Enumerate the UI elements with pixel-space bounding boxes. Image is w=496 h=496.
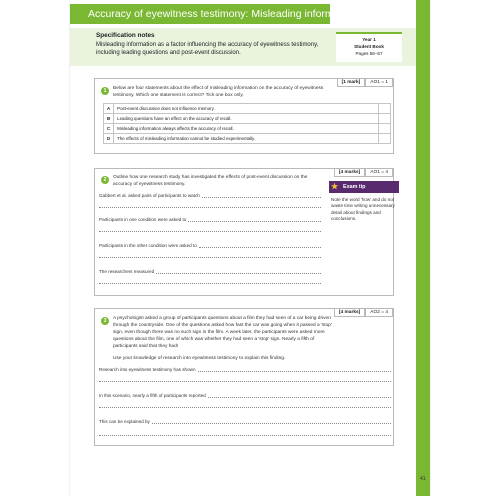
- q1-mark-count: [1 mark]: [337, 78, 366, 87]
- tick-box[interactable]: [379, 114, 391, 124]
- year-label: Year 1: [362, 37, 376, 42]
- q2-number: 2: [101, 176, 109, 184]
- q2-prompt-3: Participants in the other condition were asked to: [99, 243, 197, 248]
- page-number: 41: [420, 476, 426, 482]
- table-row: [104, 104, 391, 114]
- book-label: Student Book: [354, 44, 384, 49]
- table-row: [104, 124, 391, 134]
- pages-label: Pages 56–57: [355, 51, 383, 56]
- option-text: Leading questions have an effect on the accuracy of recall.: [114, 114, 379, 124]
- q1-number: 1: [101, 87, 109, 95]
- answer-line[interactable]: [99, 435, 391, 436]
- exam-tip-text: Note the word 'how' and do not waste time writing unnecessary detail about findings and conclusions.: [331, 197, 395, 222]
- q1-marks: [337, 78, 393, 87]
- option-text: Misleading information always affects the accuracy of recall.: [114, 124, 379, 134]
- answer-line[interactable]: [99, 193, 321, 198]
- page-title: Accuracy of eyewitness testimony: Misleading information: [70, 4, 330, 24]
- q3-ao: AO2 = 4: [365, 308, 393, 317]
- answer-line[interactable]: [99, 207, 321, 208]
- side-color-strip: [416, 0, 430, 496]
- q2-prompt-1: Gabbert et al. asked pairs of participants to watch: [99, 193, 200, 198]
- workbook-page: [70, 0, 430, 496]
- answer-line[interactable]: [99, 269, 321, 274]
- answer-line[interactable]: [99, 407, 391, 408]
- q3-instruction: Use your knowledge of research into eyewitness testimony to explain this finding.: [113, 356, 286, 361]
- answer-line[interactable]: [99, 283, 321, 284]
- q3-mark-count: [4 marks]: [334, 308, 365, 317]
- q2-prompt-4: The researchers measured: [99, 269, 155, 274]
- q3-prompt-1: Research into eyewitness testimony has shown: [99, 367, 196, 372]
- option-letter: C: [104, 124, 114, 134]
- question-1-box: [94, 78, 394, 154]
- q2-ao: AO1 = 4: [365, 168, 393, 177]
- star-icon: ★: [331, 182, 339, 191]
- exam-tip-title: Exam tip: [343, 184, 366, 190]
- student-book-reference: [336, 32, 402, 62]
- q3-prompt-3: This can be explained by: [99, 419, 150, 424]
- q2-prompt-2: Participants in one condition were asked to: [99, 217, 187, 222]
- tick-box[interactable]: [379, 104, 391, 114]
- q3-marks: [334, 308, 393, 317]
- answer-line[interactable]: [99, 367, 391, 372]
- question-3-box: [94, 308, 394, 446]
- table-row: [104, 134, 391, 144]
- table-row: [104, 114, 391, 124]
- option-text: Post-event discussion does not influence memory.: [114, 104, 379, 114]
- option-letter: A: [104, 104, 114, 114]
- q2-mark-count: [4 marks]: [334, 168, 365, 177]
- answer-line[interactable]: [99, 217, 321, 222]
- option-text: The effects of misleading information cannot be studied experimentally.: [114, 134, 379, 144]
- q1-ao: AO1 = 1: [365, 78, 393, 87]
- option-letter: B: [104, 114, 114, 124]
- q3-prompt-2: In this scenario, nearly a fifth of participants reported: [99, 393, 206, 398]
- answer-line[interactable]: [99, 393, 391, 398]
- answer-line[interactable]: [99, 231, 321, 232]
- spec-heading: Specification notes: [96, 32, 155, 39]
- option-letter: D: [104, 134, 114, 144]
- exam-tip: [329, 181, 399, 223]
- answer-line[interactable]: [99, 243, 321, 248]
- tick-box[interactable]: [379, 124, 391, 134]
- q3-number: 3: [101, 317, 109, 325]
- specification-notes-box: [70, 28, 416, 66]
- q2-marks: [334, 168, 393, 177]
- q3-text: A psychologist asked a group of participants questions about a film they had seen of a car being driven through the countryside. One of the questions asked how fast the car was going when it passed a 'stop' sign, even though there was no such sign in the film. A week later, the participants were asked more questions about the film, one of which was whether they had seen a 'stop' sign. Nearly a fifth of participants said that they had!: [113, 316, 332, 349]
- q2-text: Outline how one research study has investigated the effects of post-event discussion on the accuracy of eyewitness testimony.: [113, 175, 308, 187]
- question-2-box: [94, 168, 394, 296]
- tick-box[interactable]: [379, 134, 391, 144]
- q1-options-table: [103, 103, 391, 144]
- answer-line[interactable]: [99, 381, 391, 382]
- q1-text: Below are four statements about the effect of misleading information on the accuracy of eyewitness testimony. Which one statement is correct? Tick one box only.: [113, 86, 324, 98]
- spec-text: Misleading information as a factor influencing the accuracy of eyewitness testimony, including leading questions and post-event discussion.: [96, 42, 319, 56]
- exam-tip-header: [329, 181, 399, 193]
- answer-line[interactable]: [99, 257, 321, 258]
- answer-line[interactable]: [99, 419, 391, 424]
